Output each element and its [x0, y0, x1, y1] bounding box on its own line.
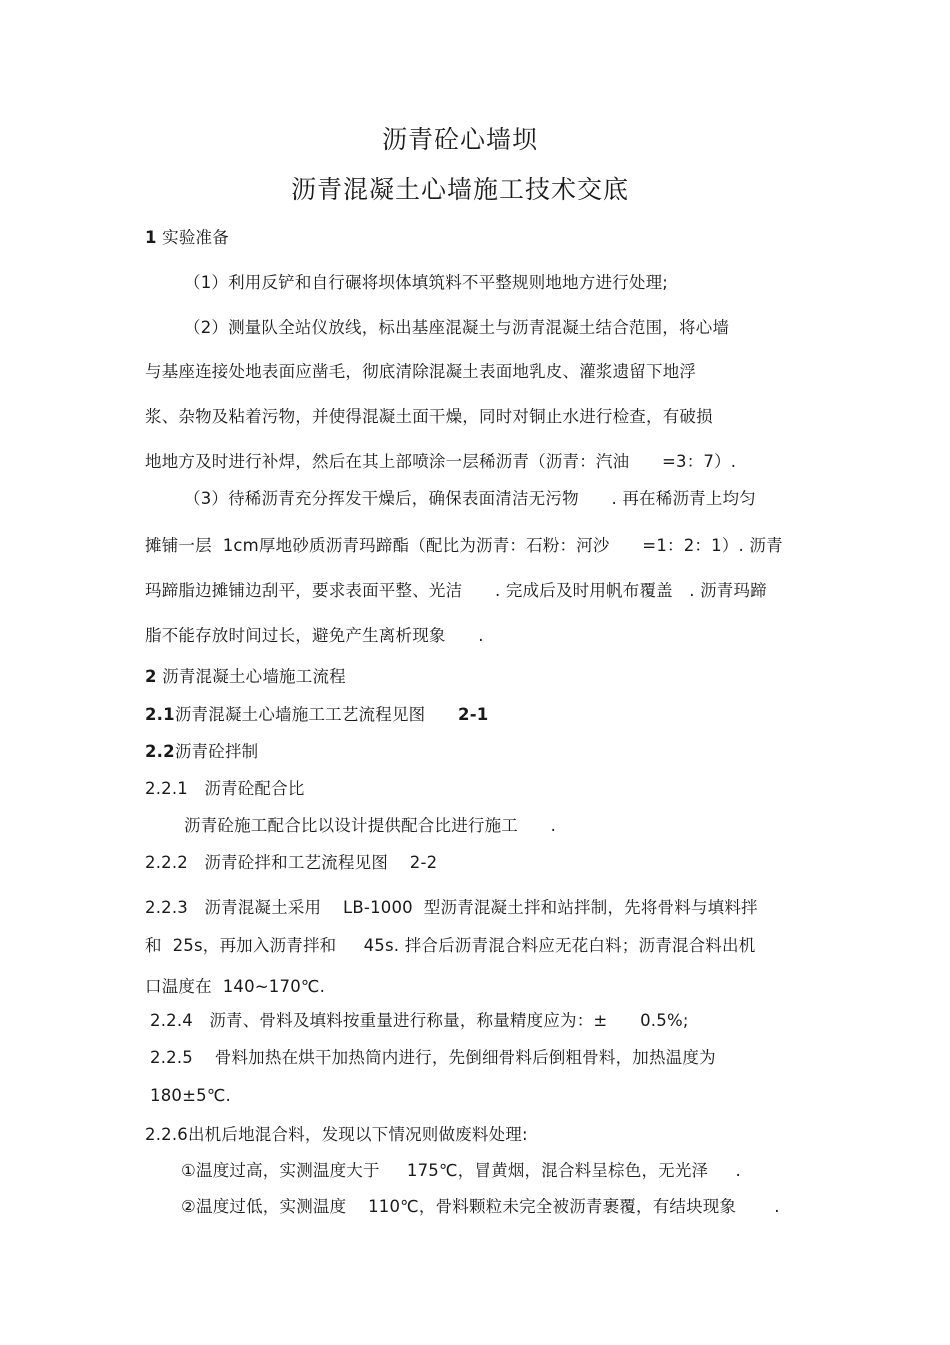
section-2-2-6-heading: 2.2.6出机后地混合料，发现以下情况则做废料处理: [145, 1125, 528, 1144]
section-1-heading [145, 227, 229, 249]
section-2-2-title: 沥青砼拌制 [174, 742, 259, 761]
section-1-title: 实验准备 [162, 228, 229, 247]
section-2-2-3-line-2: 和 25s，再加入沥青拌和 45s. 拌合后沥青混合料应无花白料；沥青混合料出机 [145, 936, 756, 955]
paragraph-2-line-3: 浆、杂物及粘着污物，并使得混凝土面干燥，同时对铜止水进行检查，有破损 [145, 407, 713, 426]
section-2-title: 沥青混凝土心墙施工流程 [162, 667, 346, 686]
paragraph-2-line-4: 地地方及时进行补焊，然后在其上部喷涂一层稀沥青（沥青：汽油 =3：7）. [145, 452, 737, 471]
section-2-2-2-heading: 2.2.2 沥青砼拌和工艺流程见图 2-2 [145, 853, 438, 872]
paragraph-3-line-4: 脂不能存放时间过长，避免产生离析现象 . [145, 626, 484, 645]
section-2-2-6-item-2: ②温度过低，实测温度 110℃，骨料颗粒未完全被沥青裹覆，有结块现象 . [181, 1197, 780, 1216]
section-2-2-4-text: 2.2.4 沥青、骨料及填料按重量进行称量，称量精度应为：± 0.5%; [150, 1011, 689, 1030]
paragraph-3-line-3: 玛蹄脂边摊铺边刮平，要求表面平整、光洁 . 完成后及时用帆布覆盖 . 沥青玛蹄 [145, 581, 767, 600]
section-2-number: 2 [145, 667, 157, 686]
section-2-2-heading [145, 741, 258, 763]
section-2-2-6-item-1: ①温度过高，实测温度大于 175℃，冒黄烟，混合料呈棕色，无光泽 . [181, 1161, 741, 1180]
paragraph-3-line-2: 摊铺一层 1cm厚地砂质沥青玛蹄酯（配比为沥青：石粉：河沙 =1：2：1）. 沥青 [145, 536, 783, 555]
paragraph-2-line-1: （2）测量队全站仪放线，标出基座混凝土与沥青混凝土结合范围，将心墙 [184, 318, 730, 337]
section-2-2-3-line-1: 2.2.3 沥青混凝土采用 LB-1000 型沥青混凝土拌和站拌制，先将骨料与填料拌 [145, 898, 758, 917]
section-2-2-1-heading: 2.2.1 沥青砼配合比 [145, 779, 305, 798]
paragraph-1: （1）利用反铲和自行碾将坝体填筑料不平整规则地地方进行处理; [184, 273, 669, 292]
section-2-2-1-body: 沥青砼施工配合比以设计提供配合比进行施工 . [184, 816, 557, 835]
section-2-2-5-line-2: 180±5℃. [150, 1086, 231, 1105]
document-title-line1: 沥青砼心墙坝 [381, 125, 538, 154]
paragraph-3-line-1: （3）待稀沥青充分挥发干燥后，确保表面清洁无污物 . 再在稀沥青上均匀 [184, 489, 756, 508]
section-2-1-heading [145, 704, 488, 726]
section-2-1-number: 2.1 [145, 705, 175, 724]
section-2-2-number: 2.2 [145, 742, 175, 761]
section-2-heading [145, 666, 346, 688]
paragraph-2-line-2: 与基座连接处地表面应凿毛，彻底清除混凝土表面地乳皮、灌浆遗留下地浮 [145, 362, 697, 381]
section-2-1-title: 沥青混凝土心墙施工工艺流程见图 [174, 705, 426, 724]
section-2-2-3-line-3: 口温度在 140~170℃. [145, 977, 326, 996]
section-1-number: 1 [145, 228, 157, 247]
section-2-2-5-line-1: 2.2.5 骨料加热在烘干加热筒内进行，先倒细骨料后倒粗骨料，加热温度为 [150, 1048, 716, 1067]
section-2-1-figure-ref: 2-1 [458, 705, 489, 724]
document-title-line2: 沥青混凝土心墙施工技术交底 [290, 175, 629, 204]
